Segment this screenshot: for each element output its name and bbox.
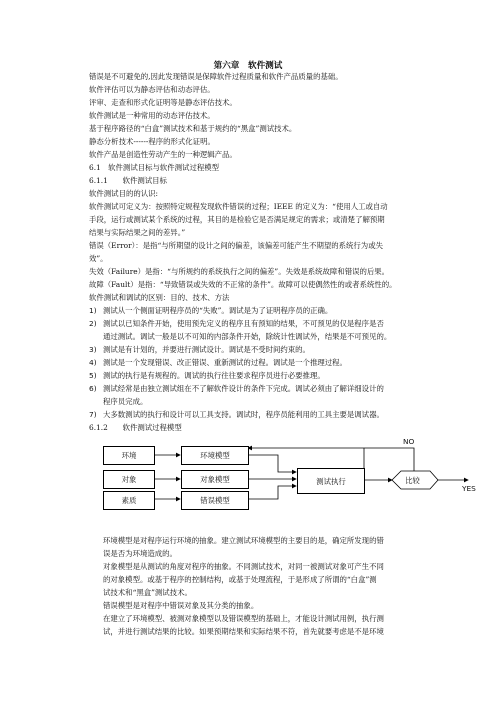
section-heading: 6.1 软件测试目标与软件测试过程模型 bbox=[89, 163, 220, 172]
error-model-box: 错误模型 bbox=[181, 491, 249, 510]
paragraph-line: 试技术和“黑盒”测试技术。 bbox=[103, 588, 192, 597]
arrow-envmodel-to-exec bbox=[248, 455, 296, 472]
intro-line: 软件测试是一种常用的动态评估技术。 bbox=[89, 111, 215, 120]
paragraph-line: 效”。 bbox=[89, 254, 108, 263]
subsection-heading: 6.1.2 软件测试过程模型 bbox=[89, 423, 182, 432]
list-text-continued: 通过测试。调试一般是以不可知的内部条件开始，除统计性调试外，结果是不可预见的。 bbox=[103, 332, 392, 341]
intro-line: 基于程序路径的“白盒”测试技术和基于规约的“黑盒”测试技术。 bbox=[89, 124, 297, 133]
yes-label: YES bbox=[462, 484, 476, 493]
compare-label: 比较 bbox=[405, 476, 420, 485]
list-text: 测试是有计划的，并要进行测试设计。调试是不受时间约束的。 bbox=[103, 345, 310, 354]
subsection-heading: 6.1.1 软件测试目标 bbox=[89, 176, 167, 185]
paragraph-line: 失效（Failure）是指：“与所规约的系统执行之间的偏差”。失效是系统故障和错误的后果。 bbox=[89, 267, 390, 276]
list-number: 3) bbox=[89, 345, 97, 354]
paragraph-line: 试，并进行测试结果的比较。如果预期结果和实际结果不符，首先就要考虑是不是环境 bbox=[103, 627, 384, 636]
paragraph-line: 手段，运行或测试某个系统的过程，其目的是检验它是否满足规定的需求；或清楚了解预期 bbox=[89, 215, 385, 224]
list-text-continued: 程序员完成。 bbox=[103, 397, 148, 406]
object-box: 对象 bbox=[103, 470, 155, 489]
list-text: 测试的执行是有规程的。调试的执行往往要求程序员进行必要推理。 bbox=[103, 371, 325, 380]
list-number: 6) bbox=[89, 384, 97, 393]
test-exec-box: 测试执行 bbox=[297, 468, 365, 494]
paragraph-line: 错误模型是对程序中错误对象及其分类的抽象。 bbox=[103, 601, 259, 610]
feedback-line bbox=[364, 448, 414, 472]
list-number: 4) bbox=[89, 358, 97, 367]
intro-line: 软件产品是创造性劳动产生的一种逻辑产品。 bbox=[89, 150, 237, 159]
paragraph-line: 软件测试可定义为：按照特定规程发现软件错误的过程；IEEE 的定义为：“使用人工或自动 bbox=[89, 202, 388, 211]
list-number: 7) bbox=[89, 410, 97, 419]
paragraph-line: 误是否为环境造成的。 bbox=[103, 549, 177, 558]
list-text: 测试是一个发现错误、改正错误、重新测试的过程。调试是一个推理过程。 bbox=[103, 358, 347, 367]
paragraph-line: 错误（Error）：是指“与所期望的设计之间的偏差，该偏差可能产生不期望的系统行为或失 bbox=[89, 241, 383, 250]
chapter-title: 第六章 软件测试 bbox=[213, 61, 283, 71]
intro-line: 软件评估可以为静态评估和动态评估。 bbox=[89, 85, 215, 94]
paragraph-line: 故障（Fault）是指：“导致错误或失效的不正常的条件”。故障可以使偶然性的或者系统性的。 bbox=[89, 280, 397, 289]
arrow-errmodel-to-exec bbox=[248, 486, 296, 499]
quality-box: 素质 bbox=[103, 491, 155, 510]
list-number: 5) bbox=[89, 371, 97, 380]
intro-line: 错误是不可避免的,因此发现错误是保障软件过程质量和软件产品质量的基础。 bbox=[89, 72, 343, 81]
intro-line: 评审、走查和形式化证明等是静态评估技术。 bbox=[89, 98, 237, 107]
env-box: 环境 bbox=[103, 446, 155, 465]
object-model-box: 对象模型 bbox=[181, 470, 249, 489]
list-text: 测试以已知条件开始，使用预先定义的程序且有预知的结果，不可预见的仅是程序是否 bbox=[103, 319, 384, 328]
no-label: NO bbox=[403, 437, 415, 446]
paragraph-line: 的对象模型。或基于程序的控制结构，或基于处理流程，于是形成了所谓的“白盒”测 bbox=[103, 575, 377, 584]
list-text: 大多数测试的执行和设计可以工具支持。调试时，程序员能利用的工具主要是调试器。 bbox=[103, 410, 384, 419]
paragraph-line: 环境模型是对程序运行环境的抽象。建立测试环境模型的主要目的是，确定所发现的错 bbox=[103, 536, 384, 545]
list-text: 测试经常是由独立测试组在不了解软件设计的条件下完成。调试必须由了解详细设计的 bbox=[103, 384, 384, 393]
paragraph-line: 结果与实际结果之间的差异。” bbox=[89, 228, 186, 237]
paragraph-line: 软件测试和调试的区别：目的、技术、方法 bbox=[89, 293, 230, 302]
env-model-box: 环境模型 bbox=[181, 446, 249, 465]
paragraph-line: 在建立了环境模型、被测对象模型以及错误模型的基础上，才能设计测试用例，执行测 bbox=[103, 614, 384, 623]
intro-line: 静态分析技术------程序的形式化证明。 bbox=[89, 137, 215, 146]
paragraph-line: 对象模型是从测试的角度对程序的抽象。不同测试技术，对同一被测试对象可产生不同 bbox=[103, 562, 384, 571]
paragraph-line: 软件测试目的的认识: bbox=[89, 189, 159, 198]
list-number: 2) bbox=[89, 319, 97, 328]
list-text: 测试从一个侧面证明程序员的“失败”。调试是为了证明程序员的正确。 bbox=[103, 306, 333, 315]
list-number: 1) bbox=[89, 306, 97, 315]
